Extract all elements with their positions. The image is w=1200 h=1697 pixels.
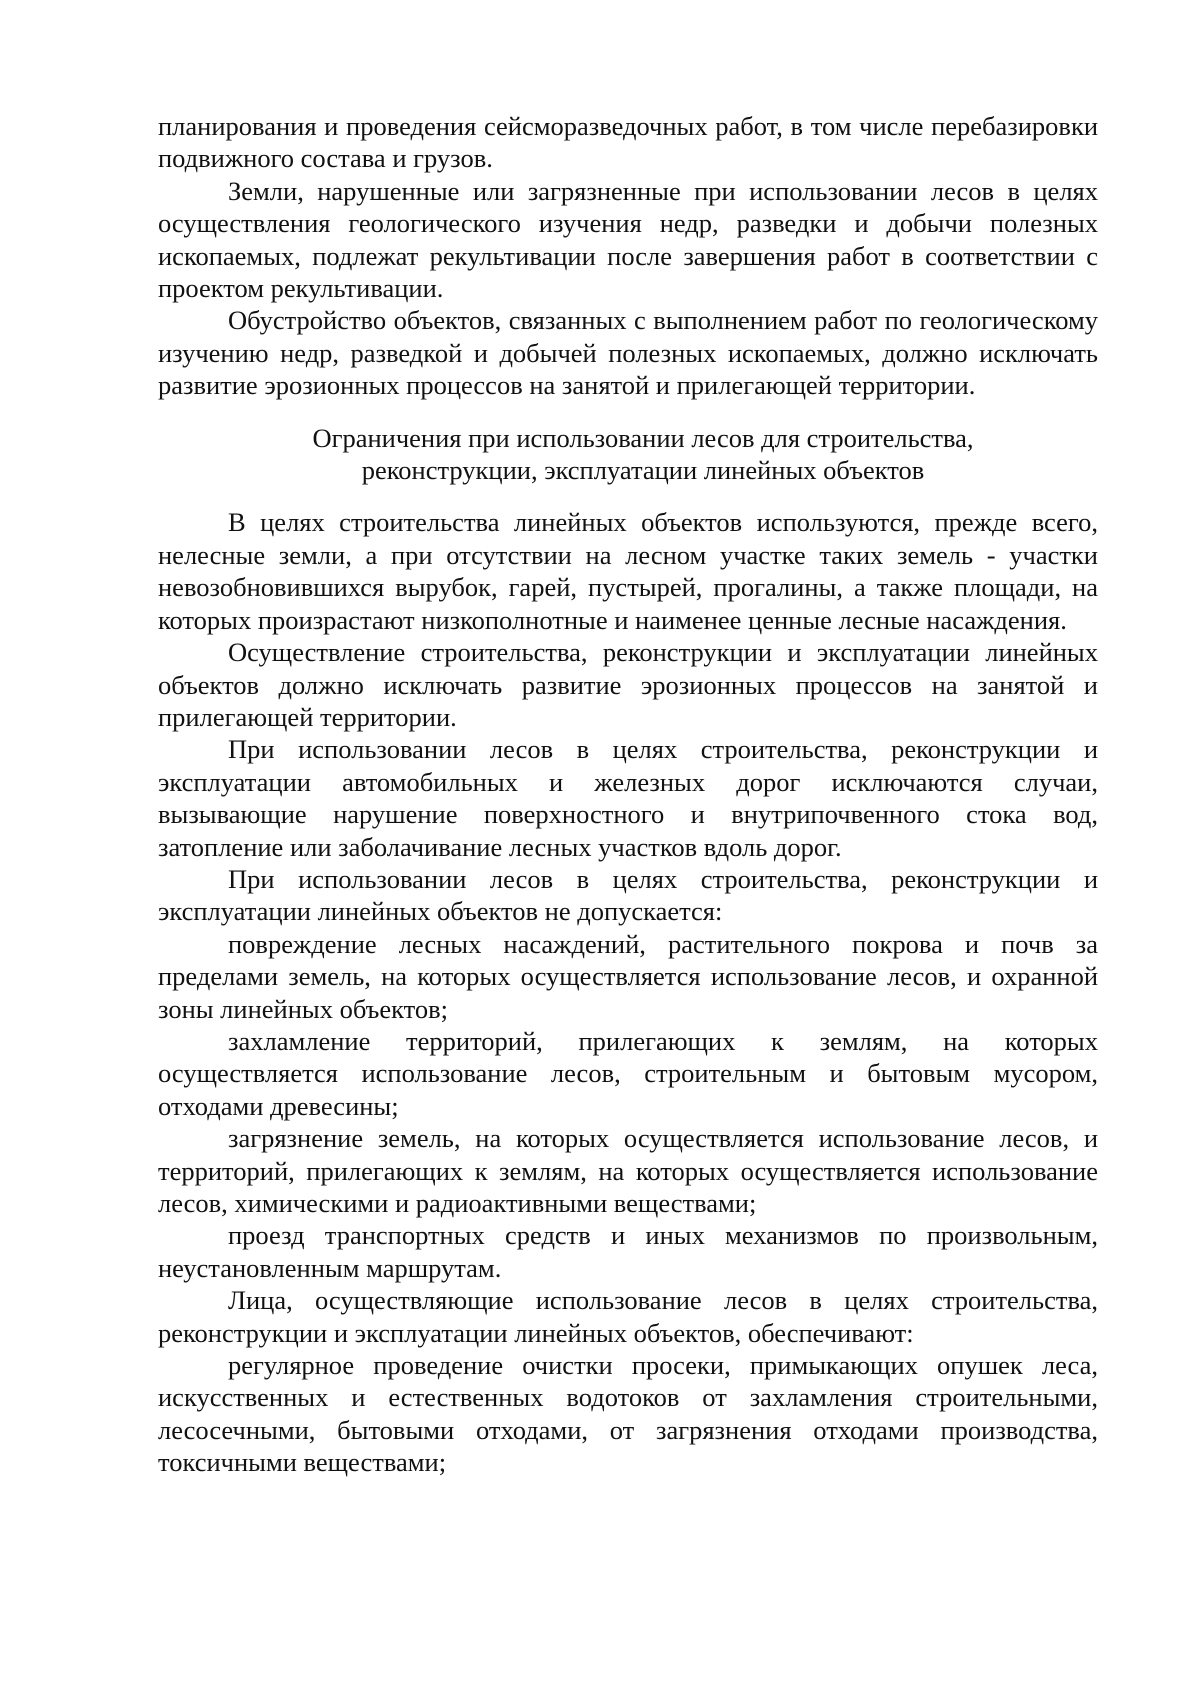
section-heading xyxy=(158,422,1098,487)
paragraph-roads: При использовании лесов в целях строительства, реконструкции и эксплуатации автомобильных и железных дорог исключаются случаи, вызывающие нарушение поверхностного и внутрипочвенного стока вод, затопление или заболачивание лесных участков вдоль дорог. xyxy=(158,734,1098,862)
paragraph-facility-arrangement: Обустройство объектов, связанных с выполнением работ по геологическому изучению недр, разведкой и добычей полезных ископаемых, должно исключать развитие эрозионных процессов на занятой и прилегающей территории. xyxy=(158,305,1098,401)
list-item-littering: захламление территорий, прилегающих к землям, на которых осуществляется использование лесов, строительным и бытовым мусором, отходами древесины; xyxy=(158,1025,1098,1121)
list-item-vehicle-passage: проезд транспортных средств и иных механизмов по произвольным, неустановленным маршрутам. xyxy=(158,1220,1098,1283)
paragraph-obligations-intro: Лица, осуществляющие использование лесов в целях строительства, реконструкции и эксплуатации линейных объектов, обеспечивают: xyxy=(158,1285,1098,1348)
paragraph-land-reclamation: Земли, нарушенные или загрязненные при использовании лесов в целях осуществления геологического изучения недр, разведки и добычи полезных ископаемых, подлежат рекультивации после завершения работ в соответствии с проектом рекультивации. xyxy=(158,175,1098,304)
section-heading-line-2: реконструкции, эксплуатации линейных объектов xyxy=(361,455,925,486)
list-item-clearing: регулярное проведение очистки просеки, примыкающих опушек леса, искусственных и естественных водотоков от захламления строительными, лесосечными, бытовыми отходами, от загрязнения отходами производства, токсичными веществами; xyxy=(158,1350,1098,1478)
list-item-damage: повреждение лесных насаждений, растительного покрова и почв за пределами земель, на которых осуществляется использование лесов, и охранной зоны линейных объектов; xyxy=(158,928,1098,1024)
paragraph-nonforest-lands: В целях строительства линейных объектов используются, прежде всего, нелесные земли, а при отсутствии на лесном участке таких земель - участки невозобновившихся вырубок, гарей, пустырей, прогалины, а также площади, на которых произрастают низкополнотные и наименее ценные лесные насаждения. xyxy=(158,507,1098,635)
section-heading-line-1: Ограничения при использовании лесов для строительства, xyxy=(312,422,974,453)
document-page xyxy=(158,110,1098,1479)
list-item-pollution: загрязнение земель, на которых осуществляется использование лесов, и территорий, прилегающих к землям, на которых осуществляется использование лесов, химическими и радиоактивными веществами; xyxy=(158,1123,1098,1218)
paragraph-not-allowed-intro: При использовании лесов в целях строительства, реконструкции и эксплуатации линейных объектов не допускается: xyxy=(158,863,1098,927)
paragraph-erosion-prevention: Осуществление строительства, реконструкции и эксплуатации линейных объектов должно исключать развитие эрозионных процессов на занятой и прилегающей территории. xyxy=(158,637,1098,732)
paragraph-continuation: планирования и проведения сейсморазведочных работ, в том числе перебазировки подвижного состава и грузов. xyxy=(158,111,1098,174)
